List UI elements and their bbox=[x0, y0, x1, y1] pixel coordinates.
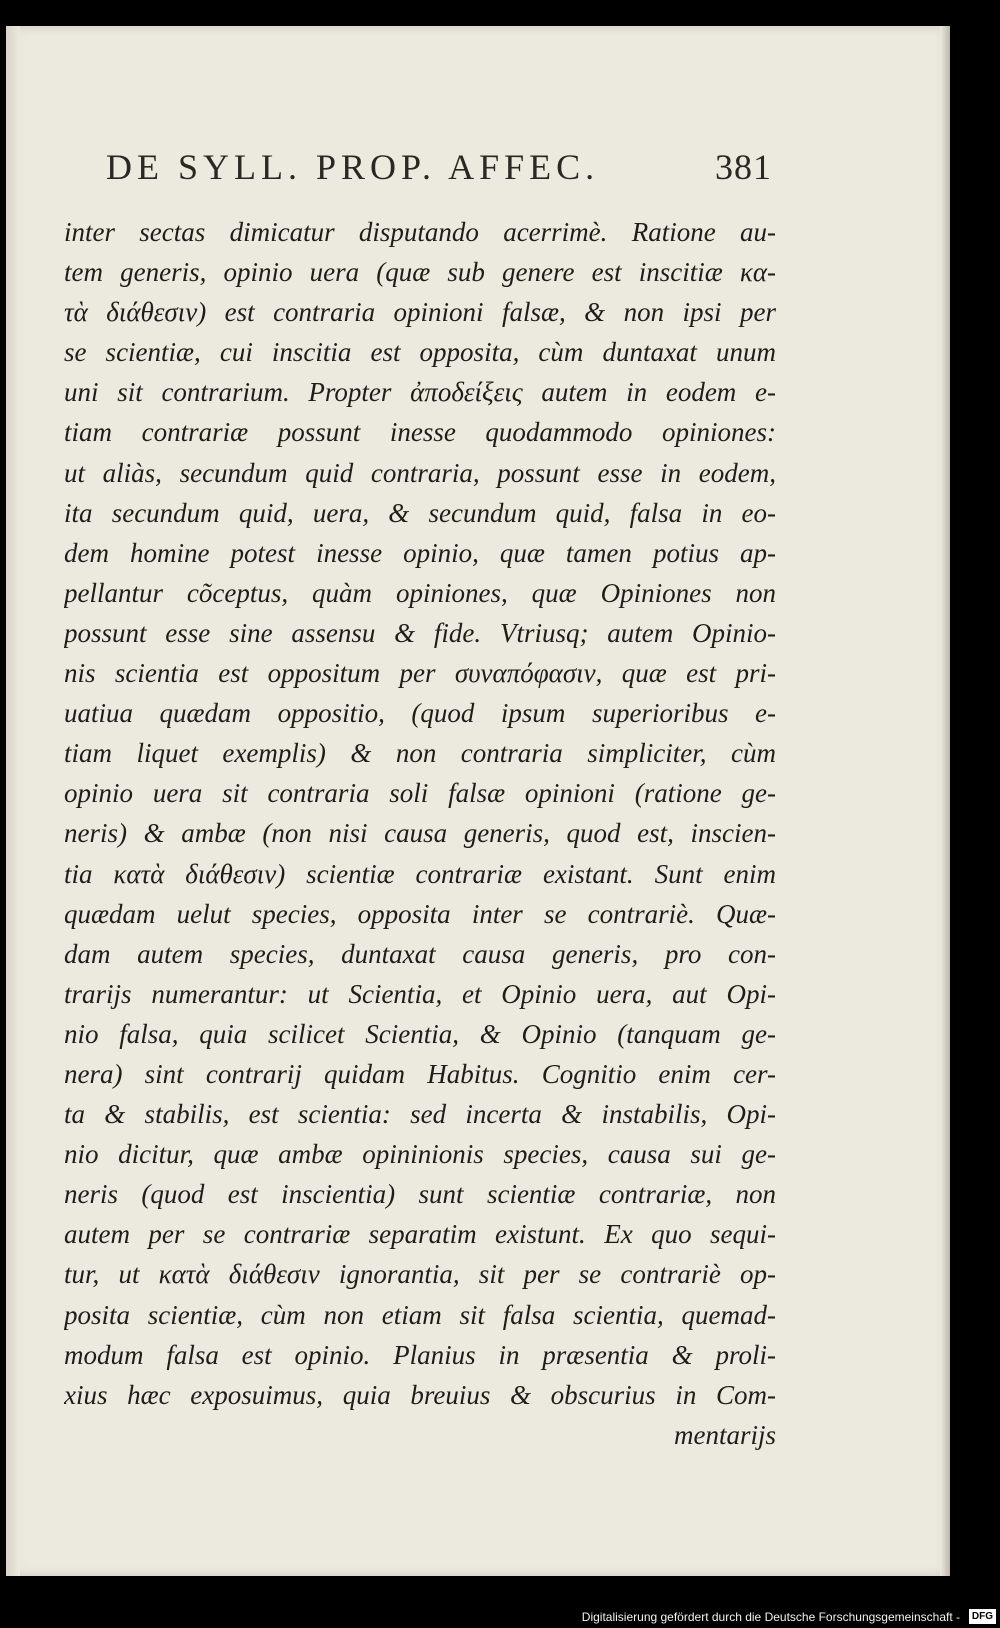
text-line: trarijs numerantur: ut Scientia, et Opinio uera, aut Opi- bbox=[64, 978, 776, 1009]
running-head bbox=[106, 146, 772, 196]
text-line: tur, ut κατὰ διάθεσιν ignorantia, sit per se contrariè op- bbox=[64, 1259, 776, 1290]
text-line: ut aliàs, secundum quid contraria, possunt esse in eodem, bbox=[64, 457, 776, 488]
text-line: neris (quod est inscientia) sunt scientiæ contrariæ, non bbox=[64, 1179, 776, 1210]
text-line: uni sit contrarium. Propter ἀποδείξεις autem in eodem e- bbox=[64, 377, 776, 408]
text-line: xius hæc exposuimus, quia breuius & obscurius in Com- bbox=[64, 1379, 776, 1410]
text-line: modum falsa est opinio. Planius in præsentia & proli- bbox=[64, 1339, 776, 1370]
text-line: pellantur cõceptus, quàm opiniones, quæ Opiniones non bbox=[64, 577, 776, 608]
funding-credit: Digitalisierung gefördert durch die Deutsche Forschungsgemeinschaft - bbox=[581, 1610, 960, 1624]
text-line: autem per se contrariæ separatim existunt. Ex quo sequi- bbox=[64, 1219, 776, 1250]
running-head-title: DE SYLL. PROP. AFFEC. bbox=[106, 147, 600, 187]
page-gutter-shadow bbox=[6, 26, 20, 1576]
body-text bbox=[64, 212, 776, 1455]
text-line: nis scientia est oppositum per συναπόφασιν, quæ est pri- bbox=[64, 658, 776, 689]
digitization-footer bbox=[0, 1606, 1000, 1628]
catchword: mentarijs bbox=[673, 1419, 776, 1450]
text-line: se scientiæ, cui inscitia est opposita, cùm duntaxat unum bbox=[64, 337, 776, 368]
text-line: tiam contrariæ possunt inesse quodammodo opiniones: bbox=[64, 417, 776, 448]
text-line: tem generis, opinio uera (quæ sub genere est inscitiæ κα- bbox=[64, 257, 776, 288]
text-line: dam autem species, duntaxat causa generis, pro con- bbox=[64, 938, 776, 969]
text-line: tiam liquet exemplis) & non contraria simpliciter, cùm bbox=[64, 738, 776, 769]
text-line: uatiua quædam oppositio, (quod ipsum superioribus e- bbox=[64, 698, 776, 729]
page-number: 381 bbox=[715, 147, 772, 187]
text-line: posita scientiæ, cùm non etiam sit falsa scientia, quemad- bbox=[64, 1299, 776, 1330]
text-line: opinio uera sit contraria soli falsæ opinioni (ratione ge- bbox=[64, 778, 776, 809]
text-line: nera) sint contrarij quidam Habitus. Cognitio enim cer- bbox=[64, 1058, 776, 1089]
dfg-logo: DFG bbox=[969, 1609, 996, 1624]
text-line: quædam uelut species, opposita inter se contrariè. Quæ- bbox=[64, 898, 776, 929]
text-line: tia κατὰ διάθεσιν) scientiæ contrariæ existant. Sunt enim bbox=[64, 858, 776, 889]
text-line: nio dicitur, quæ ambæ opininionis species, causa sui ge- bbox=[64, 1139, 776, 1170]
text-line: τὰ διάθεσιν) est contraria opinioni falsæ, & non ipsi per bbox=[64, 297, 776, 328]
text-line: neris) & ambæ (non nisi causa generis, quod est, inscien- bbox=[64, 818, 776, 849]
text-line: nio falsa, quia scilicet Scientia, & Opinio (tanquam ge- bbox=[64, 1018, 776, 1049]
book-page bbox=[6, 26, 950, 1576]
text-line: ta & stabilis, est scientia: sed incerta & instabilis, Opi- bbox=[64, 1099, 776, 1130]
page-edge bbox=[940, 26, 950, 1576]
text-line: inter sectas dimicatur disputando acerrimè. Ratione au- bbox=[64, 217, 776, 247]
text-line: ita secundum quid, uera, & secundum quid, falsa in eo- bbox=[64, 497, 776, 528]
text-line: dem homine potest inesse opinio, quæ tamen potius ap- bbox=[64, 537, 776, 568]
text-line: possunt esse sine assensu & fide. Vtriusq; autem Opinio- bbox=[64, 617, 776, 648]
